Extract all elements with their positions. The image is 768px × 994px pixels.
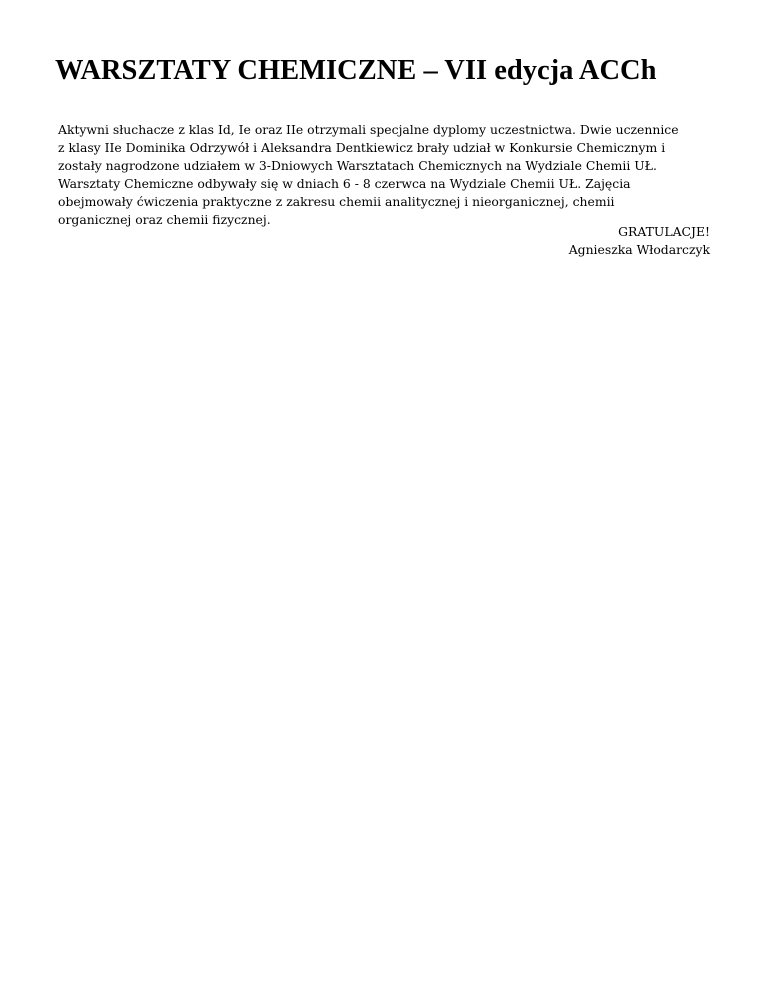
paragraph-line: z klasy IIe Dominika Odrzywół i Aleksandra Dentkiewicz brały udział w Konkursie Chemicznym i [58,140,666,156]
paragraph-line: organicznej oraz chemii fizycznej. [58,212,271,228]
signature-block [569,223,710,259]
document-title: WARSZTATY CHEMICZNE – VII edycja ACCh [55,55,657,86]
paragraph-line: Aktywni słuchacze z klas Id, Ie oraz IIe otrzymali specjalne dyplomy uczestnictwa. Dwie uczennice [58,122,679,137]
author-name: Agnieszka Włodarczyk [568,242,710,258]
article-paragraph [58,121,718,230]
paragraph-line: Warsztaty Chemiczne odbywały się w dniach 6 - 8 czerwca na Wydziale Chemii UŁ. Zajęcia [58,176,631,192]
congratulations-text: GRATULACJE! [618,224,710,239]
paragraph-line: zostały nagrodzone udziałem w 3-Dniowych Warsztatach Chemicznych na Wydziale Chemii UŁ. [58,158,657,174]
paragraph-line: obejmowały ćwiczenia praktyczne z zakresu chemii analitycznej i nieorganicznej, chemii [58,194,615,210]
